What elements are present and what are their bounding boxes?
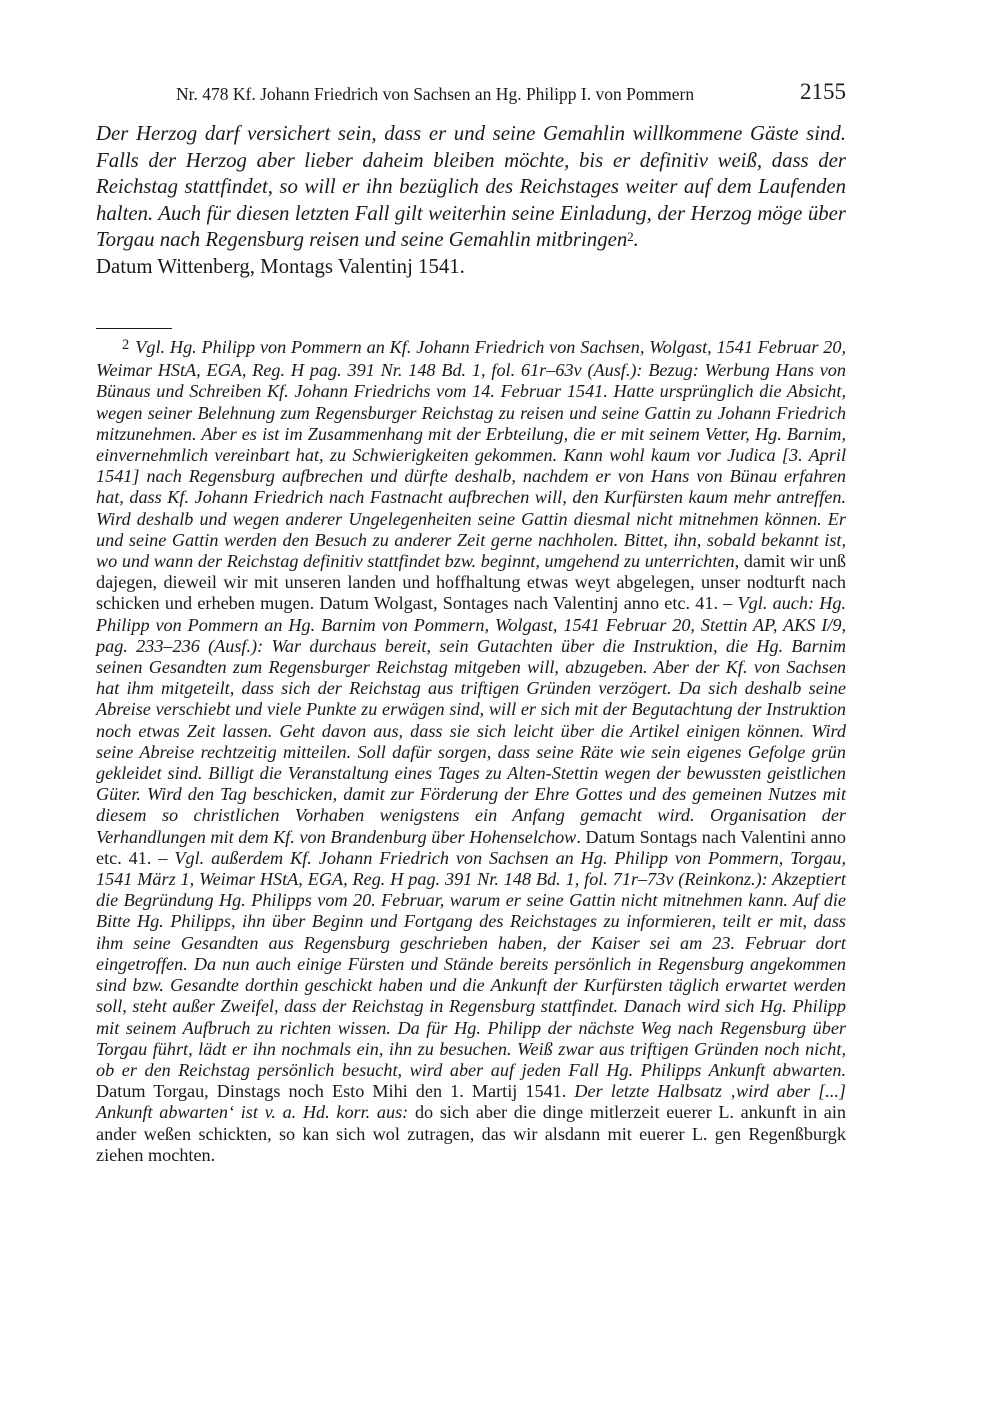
footnote-segment-4: . Datum Sontags nach Valentini anno etc. 41. (96, 826, 847, 868)
summary-text: Der Herzog darf versichert sein, dass er und seine Gemahlin willkommene Gäste sind. Falls der Herzog aber lieber daheim bleiben möchte, bis er definitiv weiß, dass der Reichstag stattfindet, so will er ihn bezüglich des Reichstages weiter auf dem Laufenden halten. Auch für diesen letzten Fall gilt weiterhin seine Einladung, der Herzog möge über Torgau nach Regensburg reisen und seine Gemahlin mitbringen (96, 122, 846, 252)
footnote (96, 337, 846, 1166)
footnote-segment-1: Vgl. Hg. Philipp von Pommern an Kf. Johann Friedrich von Sachsen, Wolgast, 1541 Februar 20, Weimar HStA, EGA, Reg. H pag. 391 Nr. 148 Bd. 1, fol. 61r–63v (Ausf.): Bezug: Werbung Hans von Bünaus und Schreiben Kf. Johann Friedrichs vom 14. Februar 1541. Hatte ursprünglich die Absicht, wegen seiner Belehnung zum Regensburger Reichstag zu reisen und seine Gattin zu Johann Friedrich mitzunehmen. Aber es ist im Zusammenhang mit der Erbteilung, die er mit seinem Vetter, Hg. Barnim, einvernehmlich vereinbart hat, zu Schwierigkeiten gekommen. Kann wohl kaum vor Judica [3. April 1541] nach Regensburg aufbrechen und dürfte deshalb, nachdem er von Hans von Bünau erfahren hat, dass Kf. Johann Friedrich nach Fastnacht aufbrechen will, den Kurfürsten kaum mehr antreffen. Wird deshalb und wegen anderer Ungelegenheiten seine Gattin diesmal nicht mitnehmen können. Er und seine Gattin werden den Besuch zu anderer Zeit gerne nachholen. Bittet, ihn, sobald bekannt ist, wo und wann der Reichstag definitiv stattfindet bzw. beginnt, umgehend zu unterrichten (96, 337, 846, 572)
footnote-segment-5: – Vgl. außerdem Kf. Johann Friedrich von Sachsen an Hg. Philipp von Pommern, Torgau, 1541 März 1, Weimar HStA, EGA, Reg. H pag. 391 Nr. 148 Bd. 1, fol. 71r–73v (Reinkonz.): Akzeptiert die Begründung Hg. Philipps vom 20. Februar, warum er seine Gattin nicht mitnehmen kann. Auf die Bitte Hg. Philipps, ihn über Beginn und Fortgang des Reichstages zu informieren, teilt er mit, dass ihm seine Gesandten aus Regensburg geschrieben haben, der Kaiser sei am 23. Februar dort eingetroffen. Da nun auch einige Fürsten und Stände bereits persönlich in Regensburg angekommen sind bzw. Gesandte dorthin geschickt haben und die Ankunft der Kurfürsten täglich erwartet werden soll, steht außer Zweifel, dass der Reichstag in Regensburg stattfindet. Danach wird sich Hg. Philipp mit seinem Aufbruch zu richten wissen. Da für Hg. Philipp der nächste Weg nach Regensburg über Torgau führt, lädt er ihn nochmals ein, ihn zu besuchen. Weiß zwar aus triftigen Gründen noch nicht, ob er den Reichstag persönlich besucht, wird aber auf jeden Fall Hg. Philipps Ankunft abwarten. (96, 847, 847, 1080)
footnote-segment-2: , damit wir unß dajegen, dieweil wir mit unseren landen und hoffhaltung etwas weyt abgelegen, unser nodturft nach schicken und erheben mugen. Datum Wolgast, Sontages nach Valentinj anno etc. 41. – (96, 551, 846, 614)
dateline: Datum Wittenberg, Montags Valentinj 1541. (96, 254, 465, 278)
footnote-segment-6: Datum Torgau, Dinstags noch Esto Mihi den 1. Martij 1541. (96, 1081, 575, 1102)
footnote-number: 2 (122, 337, 130, 354)
footnote-reference[interactable]: 2 (627, 229, 634, 244)
running-head (96, 80, 846, 108)
page-number: 2155 (800, 79, 846, 104)
running-head-title: Nr. 478 Kf. Johann Friedrich von Sachsen an Hg. Philipp I. von Pommern (176, 84, 695, 104)
footnote-segment-3: Vgl. auch: Hg. Philipp von Pommern an Hg. Barnim von Pommern, Wolgast, 1541 Februar 20, Stettin AP, AKS I/9, pag. 233–236 (Ausf.): War durchaus bereit, sein Gutachten über die Instruktion, die Hg. Barnim seinen Gesandten zum Regensburger Reichstag mitgeben will, abzugeben. Aber der Kf. von Sachsen hat ihm mitgeteilt, dass sich der Reichstag aus triftigen Gründen verzögert. Da sich deshalb seine Abreise verschiebt und viele Punkte zu erwägen sind, will er sich mit der Begutachtung der Instruktion noch etwas Zeit lassen. Geht davon aus, dass sie sich leicht über die Artikel einigen können. Wird seine Abreise rechtzeitig mitteilen. Soll dafür sorgen, dass seine Räte wie sein eigenes Gefolge grün gekleidet sind. Billigt die Veranstaltung eines Tages zu Alten-Stettin wegen der bewussten geistlichen Güter. Wird den Tag beschicken, damit zur Förderung der Ehre Gottes und des gemeinen Nutzes mit diesem so christlichen Vorhaben wenigstens ein Anfang gemacht wird. Organisation der Verhandlungen mit dem Kf. von Brandenburg über Hohenselchow (96, 593, 846, 847)
main-text (96, 121, 846, 281)
footnote-segment-8: do sich aber die dinge mitlerzeit euerer L. ankunft in ain ander weßen schickten, so kan sich wol zutragen, das wir alsdann mit euerer L. gen Regenßburgk ziehen mochten. (96, 1102, 846, 1165)
summary-period: . (633, 228, 639, 252)
footnote-segment-7: Der letzte Halbsatz ‚wird aber [...] Ankunft abwarten‘ ist v. a. Hd. korr. aus: (96, 1081, 847, 1123)
footnote-divider (96, 328, 172, 329)
